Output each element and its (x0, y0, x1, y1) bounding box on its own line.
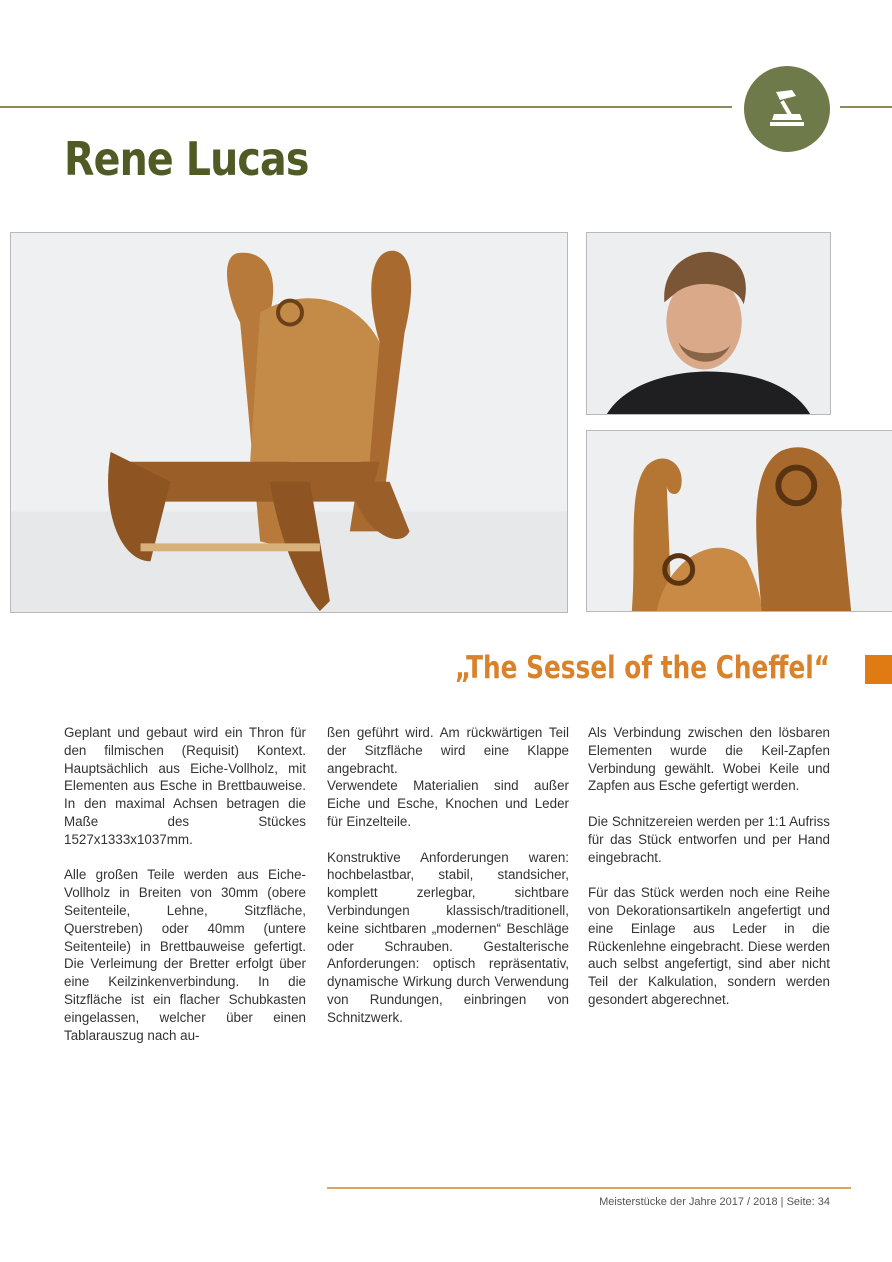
text-column-1 (64, 724, 306, 1062)
header-rule-left (0, 106, 732, 108)
paragraph: ßen geführt wird. Am rückwärtigen Teil der Sitzfläche wird eine Klappe angebracht. (327, 725, 569, 776)
paragraph: Konstruktive Anforderungen waren: hochbelastbar, stabil, standsicher, komplett zerlegbar, sichtbare Verbindungen klassisch/traditionell, keine sichtbaren „modernen“ Beschläge oder Schrauben. Gestalterische Anforderungen: optisch repräsentativ, dynamische Wirkung durch Verwendung von Rundungen, einbringen von Schnitzwerk. (327, 849, 569, 1025)
text-column-2 (327, 724, 569, 1044)
paragraph: Alle großen Teile werden aus Eiche-Vollholz in Breiten von 30mm (obere Seitenteile, Lehne, Sitzfläche, Querstreben) oder 40mm (untere Seitenteile) in Brettbauweise gefertigt. Die Verleimung der Bretter erfolgt über eine Keilzinkenverbindung. In die Sitzfläche ist ein flacher Schubkasten eingelassen, welcher über einen Tablarauszug nach au- (64, 867, 306, 1043)
throne-chair-photo (10, 232, 568, 613)
category-badge (744, 66, 830, 152)
paragraph: Für das Stück werden noch eine Reihe von Dekorationsartikeln angefertigt und eine Einlage aus Leder in die Rückenlehne eingebracht. Diese werden auch selbst angefertigt, sind aber nicht Teil der Kalkulation, sondern werden gesondert abgerechnet. (588, 885, 830, 1007)
page-footer: Meisterstücke der Jahre 2017 / 2018 | Seite: 34 (599, 1196, 830, 1208)
text-column-3 (588, 724, 830, 1027)
paragraph: Die Schnitzereien werden per 1:1 Aufriss für das Stück entworfen und per Hand eingebracht. (588, 813, 830, 865)
project-subtitle: „The Sessel of the Cheffel“ (454, 650, 830, 686)
header-rule-right (840, 106, 892, 108)
paragraph: Als Verbindung zwischen den lösbaren Elementen wurde die Keil-Zapfen Verbindung gewählt. Wobei Keile und Zapfen aus Esche gefertigt werden. (588, 725, 830, 794)
footer-rule (327, 1187, 851, 1189)
scroll-carving-detail-photo (586, 430, 892, 612)
hammer-plane-icon (762, 84, 812, 134)
maker-portrait-photo (586, 232, 831, 415)
paragraph: Geplant und gebaut wird ein Thron für den filmischen (Requisit) Kontext. Hauptsächlich aus Eiche-Vollholz, mit Elementen aus Esche in Brettbauweise. In den maximal Achsen betragen die Maße des Stückes 1527x1333x1037mm. (64, 725, 306, 847)
page-title: Rene Lucas (64, 132, 309, 186)
section-marker (865, 655, 892, 684)
paragraph: Verwendete Materialien sind außer Eiche und Esche, Knochen und Leder für Einzelteile. (327, 778, 569, 829)
